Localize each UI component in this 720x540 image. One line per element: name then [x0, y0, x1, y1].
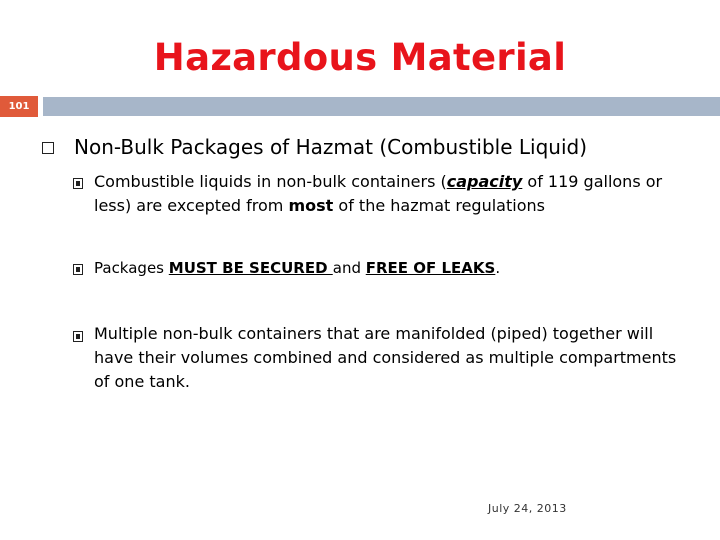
square-bullet-icon: [42, 142, 54, 154]
bullet1-most: most: [288, 196, 334, 215]
bullet2-text-2: and: [332, 259, 366, 277]
main-heading: Non-Bulk Packages of Hazmat (Combustible Liquid): [74, 135, 588, 159]
slide-date: July 24, 2013: [488, 502, 567, 515]
bullet2-text-3: .: [495, 259, 501, 277]
bullet-packages-secured: [94, 256, 690, 280]
square-bullet-icon: [73, 178, 83, 189]
bullet-manifolded-containers: Multiple non-bulk containers that are manifolded (piped) together will have their volumes combined and considered as multiple compartments of one tank.: [94, 324, 677, 391]
header-rule: [43, 97, 720, 116]
slide-number-badge: 101: [0, 96, 38, 117]
bullet2-must-be-secured: MUST BE SECURED: [168, 259, 333, 277]
bullet1-capacity: capacity: [446, 172, 523, 191]
square-bullet-icon: [73, 264, 83, 275]
bullet1-text-3: of the hazmat regulations: [333, 196, 545, 215]
bullet1-text-1: Combustible liquids in non-bulk containers (: [94, 172, 447, 191]
square-bullet-icon: [73, 331, 83, 342]
bullet2-text-1: Packages: [94, 259, 169, 277]
bullet-combustible-liquids: [94, 170, 690, 218]
bullet1-text-2: of 119 gallons or less) are excepted from: [94, 172, 663, 215]
bullet2-free-of-leaks: FREE OF LEAKS: [365, 259, 496, 277]
slide-title: Hazardous Material: [153, 36, 567, 79]
